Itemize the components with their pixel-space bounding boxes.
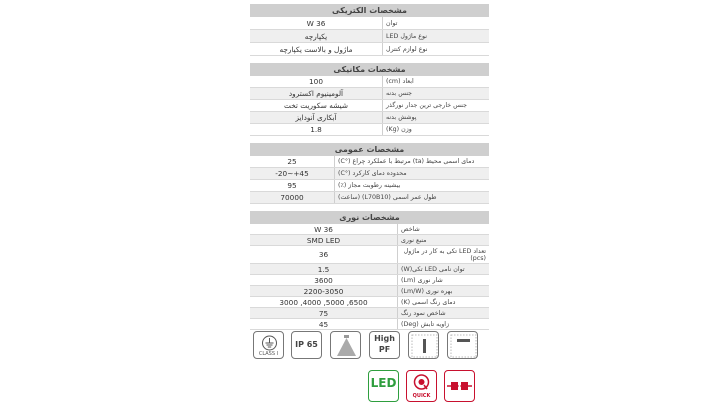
spec-label: تعداد LED تکی به کار در ماژول (pcs) [397,246,489,263]
spec-row [250,246,489,264]
spec-sheet [250,4,489,337]
spec-row [250,264,489,275]
spec-label: توان [382,17,489,29]
spec-value: 3000 ,4000 ,5000 ,6500 [279,297,368,307]
spec-label: شار نوری (Lm) [397,275,489,285]
pf-line1: High [374,334,395,343]
beam-icon [330,331,361,359]
spec-row [250,100,489,112]
spec-row [250,43,489,56]
spec-label: بهره نوری (Lm/W) [397,286,489,296]
spec-value: 70000 [280,193,304,202]
spec-value: آلومینیوم اکسترود [288,89,344,98]
led-label: LED [370,376,397,390]
spec-row [250,319,489,330]
spec-row [250,17,489,30]
quick-label: QUICK [412,393,431,399]
spec-label: دمای اسمی محیط (ta) مرتبط با عملکرد چراغ (°C) [334,156,489,167]
general-section [250,143,489,204]
spec-row [250,112,489,124]
spec-value: 95 [287,181,297,190]
quick-badge [406,370,437,402]
spec-value: 1.5 [317,264,330,274]
class-i-icon [253,331,284,359]
spec-label: نوع ماژول LED [382,30,489,42]
spec-label: منبع نوری [397,235,489,245]
spec-label: ابعاد (cm) [382,76,489,87]
ceiling-mount-icon [447,331,478,359]
connector-icon [445,371,474,401]
spec-value: 36 W [314,224,333,234]
mechanical-title: مشخصات مکانیکی [250,63,489,76]
spec-value: -20~+45 [275,169,309,178]
lighting-title: مشخصات نوری [250,211,489,224]
spec-label: شاخص نمود رنگ [397,308,489,318]
spec-row [250,224,489,235]
spec-label: جنس بدنه [382,88,489,99]
spec-label: جنس خارجی ترین جدار نورگذر [382,100,489,111]
led-badge [368,370,399,402]
spec-value: شیشه سکوریت تخت [284,101,348,110]
spec-label: بیشینه رطوبت مجاز (٪) [334,180,489,191]
spec-value: SMD LED [306,235,341,245]
spec-row [250,76,489,88]
spec-row [250,88,489,100]
spec-value: ماژول و بالاست یکپارچه [279,44,353,54]
spec-row [250,180,489,192]
spec-label: طول عمر اسمی (L70B10) (ساعت) [334,192,489,203]
spec-label: پوشش بدنه [382,112,489,123]
spec-value: یکپارچه [304,31,328,41]
spec-value: 1.8 [310,125,322,134]
spec-row [250,297,489,308]
spec-row [250,308,489,319]
connector-badge [444,370,475,402]
spec-value: 3600 [314,275,333,285]
electrical-title: مشخصات الکتریکی [250,4,489,17]
spec-label: وزن (Kg) [382,124,489,135]
spec-label: شاخص [397,224,489,234]
spec-label: توان نامی LED تکی(W) [397,264,489,274]
pendant-mount-icon [408,331,439,359]
ip65-icon [291,331,322,359]
spec-value: 100 [309,77,323,86]
class-label: CLASS I [258,351,279,357]
spec-label: محدوده دمای کارکرد (°C) [334,168,489,179]
spec-label: زاویه تابش (Deg) [397,319,489,329]
spec-row [250,30,489,43]
feature-icons [253,331,487,361]
spec-value: 36 [318,250,329,259]
spec-value: 36 W [306,18,326,28]
lighting-section [250,211,489,330]
spec-row [250,168,489,180]
mechanical-section [250,63,489,136]
spec-row [250,124,489,136]
electrical-section [250,4,489,56]
ip-label: IP 65 [295,340,318,349]
spec-value: 25 [287,157,297,166]
pf-line2: PF [378,345,391,354]
spec-label: دمای رنگ اسمی (K) [397,297,489,307]
spec-row [250,192,489,204]
spec-value: 75 [318,308,329,318]
spec-row [250,275,489,286]
spec-value: 2200-3050 [303,286,344,296]
spec-row [250,286,489,297]
spec-row [250,235,489,246]
high-pf-icon [369,331,400,359]
spec-value: 45 [318,319,329,329]
general-title: مشخصات عمومی [250,143,489,156]
spec-value: آبکاری آنودایز [295,113,337,122]
spec-row [250,156,489,168]
spec-label: نوع لوازم کنترل [382,43,489,55]
